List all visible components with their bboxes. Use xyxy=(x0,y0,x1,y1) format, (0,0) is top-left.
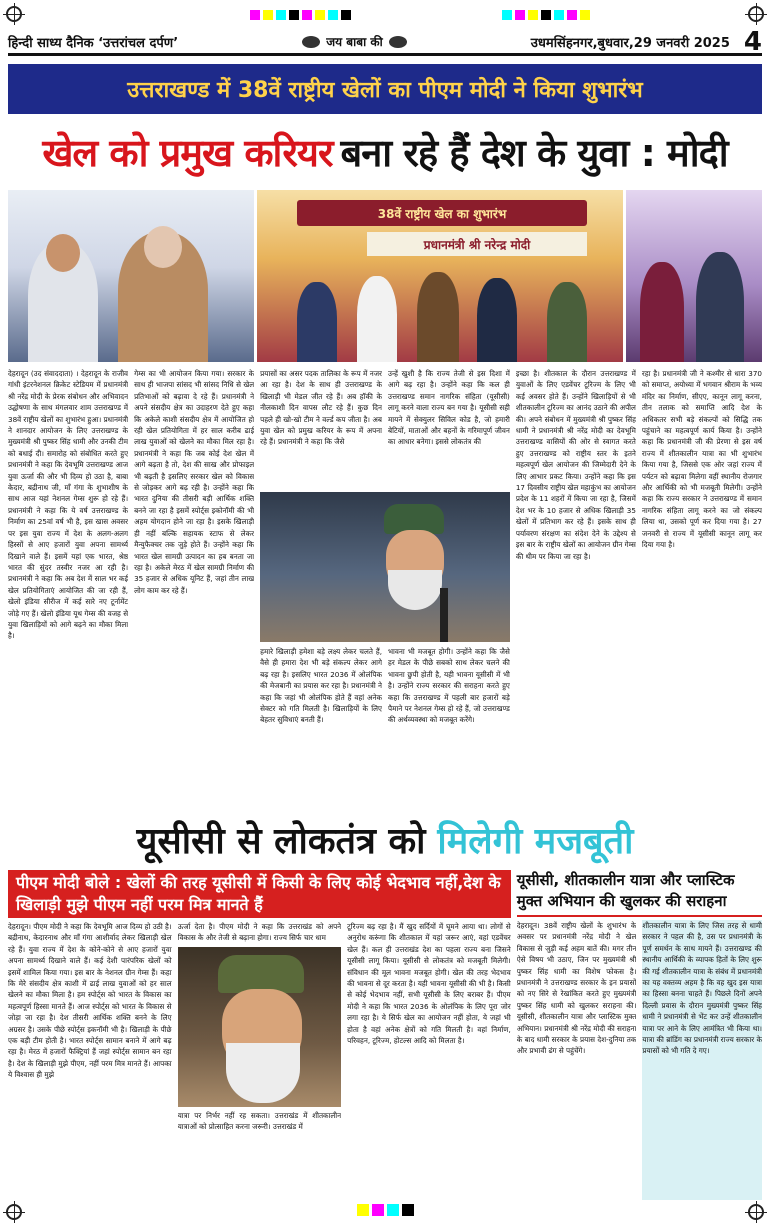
story3-headline: यूसीसी, शीतकालीन यात्रा और प्लास्टिक मुक्त अभियान की खुलकर की सराहना xyxy=(517,870,762,917)
dateline: उधमसिंहनगर,बुधवार,29 जनवरी 2025 xyxy=(530,35,730,51)
photo-pm-waving xyxy=(8,190,254,362)
photo-pm-portrait xyxy=(178,947,342,1107)
story1-col3-top: प्रयासों का असर पदक तालिका के रूप में नजर आ रहा है। देश के साथ ही उत्तराखण्ड के खिलाड़ी भी मेडल जीत रहे हैं। अब हॉकी के नीलकाशी दिन वापस लौट रहे हैं। कुछ दिन पहले ही खो-खो टीम ने वर्ल्ड कप जीता है। अब युवा खेल को प्रमुख करियर के रूप में अपना रहे हैं। प्रधानमंत्री ने कहा कि जैसे xyxy=(260,369,382,447)
story3-col2: शीतकालीन यात्रा के लिए जिस तरह से धामी सरकार ने पहल की है, उस पर प्रधानमंत्री के पूर्ण समर्थन के साथ मायने हैं। उत्तराखण्ड की स्थानीय आर्थिकी के व्यापक हितों के लिए शुरू की गई शीतकालीन यात्रा के संबंध में प्रधानमंत्री का यह वक्तव्य अहम है कि वह खुद इस यात्रा का हिस्सा बनना चाहते हैं। पिछले दिनों अपने दिल्ली प्रवास के दौरान मुख्यमंत्री पुष्कर सिंह धामी ने प्रधानमंत्री से भेंट कर उन्हें शीतकालीन यात्रा पर आने के लिए आमंत्रित भी किया था। यात्रा की ब्रांडिंग का प्रधानमंत्री राज्य सरकार के प्रयासों को भी गति दे गए। xyxy=(642,920,762,1200)
story1-col3-bottom: हमारे खिलाड़ी हमेशा बड़े लक्ष्य लेकर चलते हैं, वैसे ही हमारा देश भी बड़े संकल्प लेकर आगे बढ़ रहा है। इसलिए भारत 2036 में ओलंपिक की मेजबानी का प्रयास कर रहा है। प्रधानमंत्री ने कहा कि जहां भी ओलंपिक होते हैं वहां अनेक सेक्टर को गति मिलती है। खिलाड़ियों के लिए बेहतर सुविधाएं बनती हैं। xyxy=(260,647,382,725)
story1-center xyxy=(260,368,510,808)
masthead xyxy=(8,26,762,57)
color-calibration-bar-top-right xyxy=(502,10,590,20)
story1-col4-bottom: भावना भी मजबूत होगी। उन्होंने कहा कि जैसे हर मेडल के पीछे सबको साथ लेकर चलने की भावना छुपी होती है, यही भावना यूसीसी में भी है। उन्होंने राज्य सरकार की सराहना करते हुए कहा कि उत्तराखण्ड में पहली बार हजारों बड़े पैमाने पर नेशनल गेम्स हो रहे हैं, जो उत्तराखण्ड की अर्थव्यवस्था को मजबूत करेंगे। xyxy=(388,647,510,725)
color-calibration-bar-bottom xyxy=(8,1204,762,1216)
masthead-right xyxy=(531,27,762,57)
story1-col4-top: उन्हें खुशी है कि राज्य तेजी से इस दिशा में आगे बढ़ रहा है। उन्होंने कहा कि कल ही उत्तराखण्ड समान नागरिक संहिता (यूसीसी) लागू करने वाला राज्य बन गया है। यूसीसी सही मायने में सेक्युलर सिविल कोड है, जो हमारी बेटियों, माताओं और बहनों के गरिमापूर्ण जीवन का आधार बनेगा। इससे लोकतंत्र की xyxy=(388,369,510,447)
ucc-headline-part1: यूसीसी से लोकतंत्र को xyxy=(136,820,426,862)
main-headline xyxy=(8,118,762,186)
top-banner: उत्तराखण्ड में 38वें राष्ट्रीय खेलों का पीएम मोदी ने किया शुभारंभ xyxy=(8,64,762,114)
main-headline-part1: खेल को प्रमुख करियर xyxy=(42,131,333,175)
story2 xyxy=(8,870,511,1200)
motto-text: जय बाबा की xyxy=(326,35,383,49)
masthead-motto xyxy=(302,33,406,50)
story3-col1: देहरादून। 38वें राष्ट्रीय खेलों के शुभारंभ के अवसर पर प्रधानमंत्री नरेंद्र मोदी ने खेल विकास से जुड़ी कई अहम बातें की। मगर तीन ऐसे विषय भी उठाए, जिन पर मुख्यमंत्री श्री पुष्कर सिंह धामी का विशेष फोकस है। प्रधानमंत्री ने उत्तराखण्ड सरकार के इन प्रयासों को नए सिरे से रेखांकित करते हुए मुख्यमंत्री पुष्कर सिंह धामी को खुलकर सराहना की। यूसीसी, शीतकालीन यात्रा और प्लास्टिक मुक्त अभियान। प्रधानमंत्री श्री नरेंद्र मोदी की सराहना के बाद धामी सरकार के प्रयास देश-दुनिया तक और प्रभावी ढंग से पहुंचेंगे। xyxy=(516,921,637,1056)
photo-dignitaries xyxy=(626,190,762,362)
story2-headline: पीएम मोदी बोले : खेलों की तरह यूसीसी में किसी के लिए कोई भेदभाव नहीं,देश के खिलाड़ी मुझे पीएम नहीं परम मित्र मानते हैं xyxy=(8,870,511,918)
photo-strip xyxy=(8,190,762,362)
photo-pm-speaking xyxy=(260,492,510,642)
story2-col1: देहरादून। पीएम मोदी ने कहा कि देवभूमि आज दिव्य हो उठी है। बद्रीनाथ, केदारनाथ और माँ गंगा आशीर्वाद लेकर खिलाड़ी खेल रहे हैं। युवा राज्य में देश के कोने-कोने से आए हजारों युवा अपना सामर्थ्य दिखाने वाले हैं। कई देशी पारंपरिक खेलों को इसमें शामिल किया गया। इस बार के नेशनल ग्रीन गेम्स हैं। कहा कि मेरे संसदीय क्षेत्र काशी में ढाई लाख युवाओं को हर साल खेलने का मौका मिला है। हम स्पोर्ट्स को भारत के विकास का महत्वपूर्ण हिस्सा मानते हैं। आज स्पोर्ट्स को भारत के विकास से जोड़ा जा रहा है। देश तीसरी आर्थिक शक्ति बनने के लिए अग्रसर है। उसके पीछे स्पोर्ट्स इकनॉमी भी है। खिलाड़ी के पीछे एक बड़ी टीम होती है। भारत स्पोर्ट्स सामान बनाने में आगे बढ़ रहा है। मेरठ में हजारों फैक्ट्रियां हैं जहां स्पोर्ट्स सामान बन रहा है। देश के खिलाड़ी मुझे पीएम, नहीं परम मित्र मानते हैं। आपका ये विश्वास ही मुझे xyxy=(8,922,172,1080)
ucc-headline-part2: मिलेगी मजबूती xyxy=(437,820,634,862)
page-number: 4 xyxy=(743,26,762,57)
registration-mark-top-left xyxy=(6,6,22,22)
stage-sign: 38वें राष्ट्रीय खेल का शुभारंभ xyxy=(297,200,587,226)
story2-col2-bottom: यात्रा पर निर्भर नहीं रह सकता। उत्तराखंड में शीतकालीन यात्राओं को प्रोत्साहित करना जरूरी। उत्तराखंड में xyxy=(177,1110,342,1132)
story1-col5: इच्छा है। शीतकाल के दौरान उत्तराखण्ड में युवाओं के लिए एडवेंचर टूरिज्म के लिए भी कई अवसर होते हैं। उन्होंने खिलाड़ियों से भी शीतकालीन टूरिज्म का आनंद उठाने की अपील की। अपने संबोधन में मुख्यमंत्री श्री पुष्कर सिंह धामी ने प्रधानमंत्री श्री नरेंद्र मोदी का देवभूमि उत्तराखण्ड वासियों की ओर से स्वागत करते हुए उत्तराखण्ड को राष्ट्रीय स्तर के इतने महत्वपूर्ण खेल आयोजन की जिम्मेदारी देने के लिए आभार प्रकट किया। उन्होंने कहा कि इस 17 दिवसीय राष्ट्रीय खेल महाकुंभ का आयोजन प्रदेश के 11 शहरों में किया जा रहा है, जिसमें देश भर के 10 हजार से अधिक खिलाड़ी 35 खेलों में प्रतिभाग कर रहे हैं। इसके साथ ही पर्यावरण संरक्षण का संदेश देने के उद्देश्य से इस बार के राष्ट्रीय खेलों का आयोजन ग्रीन गेम्स की थीम पर किया जा रहा है। xyxy=(515,369,636,561)
story1-col2: गेम्स का भी आयोजन किया गया। सरकार के साथ ही भाजपा सांसद भी सांसद निधि से खेल प्रतिभाओं को बढ़ावा दे रहे हैं। प्रधानमंत्री ने अपने संसदीय क्षेत्र का उदाहरण देते हुए कहा कि अकेले काशी संसदीय क्षेत्र में आयोजित हो रही खेल प्रतियोगिता में हर साल करीब ढाई लाख युवाओं को खेलने का मौका मिल रहा है। प्रधानमंत्री ने कहा कि जब कोई देश खेल में आगे बढ़ता है तो, देश की साख और प्रोफाइल भी बढ़ती है इसलिए सरकार खेल को विकास से जोड़कर आगे बढ़ रही है। उन्होंने कहा कि भारत दुनिया की तीसरी बड़ी आर्थिक शक्ति बनने जा रहा है इसमें स्पोर्ट्स इकोनॉमी की भी अहम योगदान होने जा रहा है। इसके खिलाड़ी ही नहीं बल्कि सहायक स्टाफ से लेकर मैन्युफैक्चर तक जुड़े होते हैं। उन्होंने कहा कि भारत खेल सामग्री उत्पादन का हब बनता जा रहा है। अकेले मेरठ में खेल सामग्री निर्माण की 35 हजार से अधिक यूनिट हैं, जहां तीन लाख लोग काम कर रहे हैं। xyxy=(134,369,255,595)
stage-sign-name: प्रधानमंत्री श्री नरेन्द्र मोदी xyxy=(367,232,587,256)
color-calibration-bar-top xyxy=(250,10,351,20)
main-headline-part2: बना रहे हैं देश के युवा : मोदी xyxy=(340,131,728,175)
registration-mark-top-right xyxy=(748,6,764,22)
ucc-headline xyxy=(8,812,762,866)
story1-col6: रहा है। प्रधानमंत्री जी ने कश्मीर से धारा 370 को समाप्त, अयोध्या में भगवान श्रीराम के भव्य मंदिर का निर्माण, सीएए, कानून लागू करना, तीन तलाक को समाप्ति आदि देश के अधिकतर सभी बड़े संकल्पों को सिद्धि तक पहुंचाने का महत्वपूर्ण कार्य किया है। उन्होंने कहा कि प्रधानमंत्री जी की प्रेरणा से इस वर्ष राज्य में शीतकालीन यात्रा का भी शुभारंभ किया गया है, जिससे एक ओर जहां राज्य में पर्यटन को बढ़ावा मिलेगा वहीं स्थानीय रोजगार और आर्थिकी को भी मजबूती मिलेगी। उन्होंने कहा कि राज्य सरकार ने उत्तराखण्ड में समान नागरिक संहिता लागू करने का जो संकल्प लिया था, उसको पूर्ण कर दिया गया है। 27 जनवरी से राज्य में यूसीसी कानून लागू कर दिया गया है। xyxy=(641,369,762,550)
lower-section xyxy=(8,870,762,1200)
story2-col3: टूरिज्म बढ़ रहा है। मैं खुद सर्दियों में घूमने आया था। लोगों से अनुरोध करूंगा कि शीतकाल में यहां जरूर आएं, वहां एडवेंचर खेल हैं। कल ही उत्तराखंड देश का पहला राज्य बना जिसने यूसीसी लागू किया। यूसीसी से लोकतंत्र को मजबूती मिलेगी। संविधान की मूल भावना मजबूत होगी। खेल की तरह भेदभाव की भावना से दूर करता है। यही भावना यूसीसी की भी है। किसी से कोई भेदभाव नहीं, सभी यूसीसी के लिए बराबर हैं। पीएम मोदी ने कहा कि भारत 2036 के ओलंपिक के लिए पूरा जोर लगा रहा है। ये सिर्फ खेल का आयोजन नहीं होता, ये जहां भी होता है वहां अनेक क्षेत्रों को गति मिलती है। वहां निर्माण, परिवहन, टूरिज्म, होटल्स आदि को मिलता है। xyxy=(347,922,511,1046)
story3 xyxy=(517,870,762,1200)
paper-name: हिन्दी साध्य दैनिक ‘उत्तरांचल दर्पण’ xyxy=(8,35,179,51)
emblem-icon-right xyxy=(389,36,407,48)
story1-col1: देहरादून (उद संवाददाता) । देहरादून के राजीव गांधी इंटरनेशनल क्रिकेट स्टेडियम में प्रधानमंत्री श्री नरेंद्र मोदी के प्रेरक संबोधन और अभिवादन उद्घोषणा के साथ मंगलवार शाम उत्तराखण्ड में 38वें राष्ट्रीय खेलों का शुभारंभ हुआ। प्रधानमंत्री ने शानदार आयोजन के लिए उत्तराखण्ड के मुख्यमंत्री श्री पुष्कर सिंह धामी और उनकी टीम को बधाई दी। समारोह को संबोधित करते हुए प्रधानमंत्री ने कहा कि देवभूमि उत्तराखण्ड आज युवा ऊर्जा की और भी दिव्य हो उठा है, बाबा केदार, बद्रीनाथ जी, माँ गंगा के शुभाशीष के साथ आज यहां नेशनल गेम्स शुरू हो रहे हैं। प्रधानमंत्री ने कहा कि ये वर्ष उत्तराखण्ड के निर्माण का 25वां वर्ष भी है, इस खास अवसर पर इस युवा राज्य में देश के अलग-अलग हिस्सों से आए हजारों युवा अपना सामर्थ्य दिखाने वाले हैं। इसमें यहां एक भारत, श्रेष्ठ भारत की सुंदर तस्वीर नजर आ रही है। प्रधानमंत्री ने कहा कि अब देश में साल भर कई खेल प्रतियोगिताएं आयोजित की जा रही हैं, खेलो इंडिया सीरीज में कई सारे नए टूर्नामेंट जोड़े गए हैं। खेलो इंडिया यूथ गेम्स की वजह से युवा खिलाड़ियों को आगे बढ़ने का मौका मिला है। xyxy=(8,369,129,641)
story2-col2-top: ऊर्जा देता है। पीएम मोदी ने कहा कि उत्तराखंड को अपने विकास के और तेजी से बढ़ाना होगा। राज्य सिर्फ चार धाम xyxy=(177,922,342,943)
photo-stage-ceremony xyxy=(257,190,623,362)
main-story xyxy=(8,368,762,808)
emblem-icon xyxy=(302,36,320,48)
